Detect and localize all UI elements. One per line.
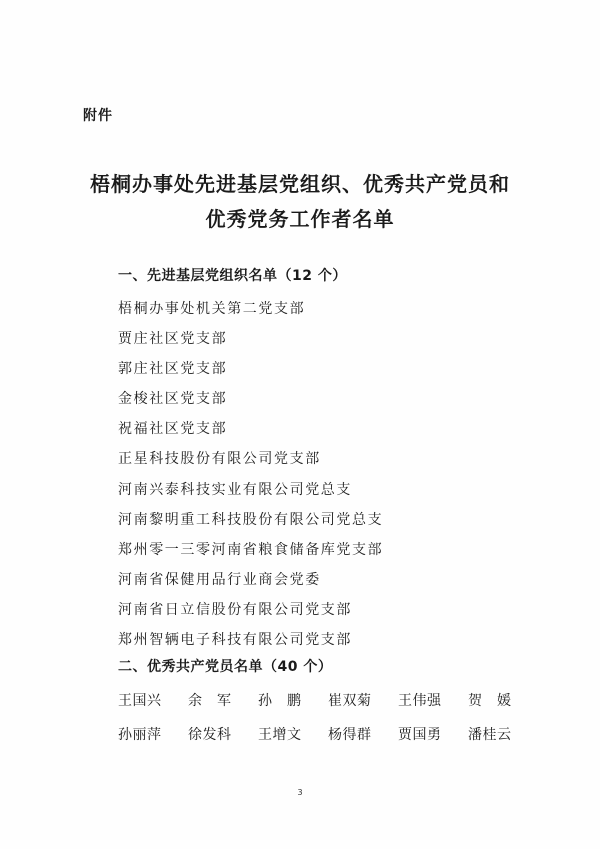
organization-item: 郭庄社区党支部	[118, 361, 228, 378]
organization-list	[118, 298, 383, 659]
organization-item: 河南兴泰科技实业有限公司党总支	[118, 481, 352, 498]
member-name: 杨得群	[328, 727, 372, 743]
organization-item: 河南省日立信股份有限公司党支部	[118, 601, 352, 618]
document-title-line2: 优秀党务工作者名单	[205, 207, 395, 231]
document-title-line1: 梧桐办事处先进基层党组织、优秀共产党员和	[90, 172, 510, 196]
organization-item: 河南黎明重工科技股份有限公司党总支	[118, 511, 384, 528]
organization-item: 金梭社区党支部	[118, 391, 228, 408]
organization-item: 祝福社区党支部	[118, 421, 228, 438]
section-heading-organizations: 一、先进基层党组织名单（12 个）	[118, 268, 347, 284]
organization-item: 贾庄社区党支部	[118, 331, 228, 348]
section-heading-members: 二、优秀共产党员名单（40 个）	[118, 659, 333, 675]
member-name: 贾国勇	[398, 727, 442, 743]
member-name: 孙丽萍	[118, 727, 162, 743]
member-name: 余 军	[188, 693, 232, 709]
attachment-label: 附件	[83, 108, 113, 124]
member-name: 王增文	[258, 727, 302, 743]
organization-item: 梧桐办事处机关第二党支部	[118, 301, 306, 317]
member-name: 徐发科	[188, 727, 232, 743]
member-name: 王伟强	[398, 693, 442, 709]
member-name: 王国兴	[118, 693, 162, 709]
organization-item: 正星科技股份有限公司党支部	[118, 451, 321, 468]
member-name: 崔双菊	[328, 693, 372, 709]
organization-item: 河南省保健用品行业商会党委	[118, 571, 321, 588]
organization-item: 郑州零一三零河南省粮食储备库党支部	[118, 541, 384, 558]
member-name: 孙 鹏	[258, 693, 302, 709]
organization-item: 郑州智辆电子科技有限公司党支部	[118, 632, 352, 649]
member-name-grid	[118, 690, 538, 744]
page-number: 3	[297, 788, 303, 797]
member-name: 潘桂云	[468, 727, 512, 743]
member-name: 贺 媛	[468, 693, 512, 709]
